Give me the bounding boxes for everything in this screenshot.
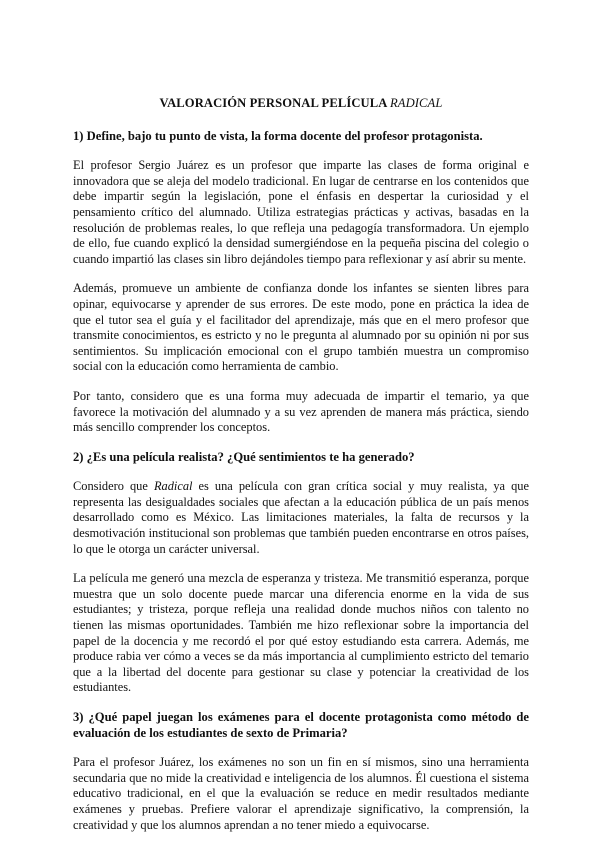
answer-1-paragraph-1: El profesor Sergio Juárez es un profesor que imparte las clases de forma original e innovadora que se aleja del modelo tradicional. En lugar de centrarse en los contenidos que debe impartir según la legislación, pone el énfasis en despertar la curiosidad y el pensamiento crítico del alumnado. Utiliza estrategias prácticas y activas, basadas en la resolución de problemas reales, lo que refleja una pedagogía transformadora. Un ejemplo de ello, fue cuando explicó la densidad sumergiéndose en la pequeña piscina del colegio o cuando impartió las clases sin libro dejándoles tiempo para reflexionar y así abrir su mente. — [73, 158, 529, 266]
question-2-heading: 2) ¿Es una película realista? ¿Qué sentimientos te ha generado? — [73, 449, 415, 464]
answer-2-p1-start: Considero que — [73, 479, 154, 494]
question-3-heading: 3) ¿Qué papel juegan los exámenes para el docente protagonista como método de evaluación de los estudiantes de sexto de Primaria? — [73, 710, 529, 740]
answer-2-paragraph-2: La película me generó una mezcla de esperanza y tristeza. Me transmitió esperanza, porque muestra que un solo docente puede marcar una diferencia enorme en la vida de sus estudiantes; y tristeza, porque refleja una realidad donde muchos niños con talento no tienen las mismas oportunidades. También me hizo reflexionar sobre la importancia del papel de la docencia y me recordó el por qué estoy estudiando esta carrera. Además, me produce rabia ver cómo a veces se da más importancia al cumplimiento estricto del temario que a la libertad del docente para gestionar su clase y potenciar la creatividad de los estudiantes. — [73, 571, 529, 695]
title-film-name: RADICAL — [389, 96, 443, 110]
document-title — [73, 96, 529, 112]
question-1-heading: 1) Define, bajo tu punto de vista, la forma docente del profesor protagonista. — [73, 128, 483, 143]
answer-2-p1-rest: es una película con gran crítica social y muy realista, ya que representa las desigualdades sociales que afectan a la educación pública de un país menos desarrollado como es México. Las limitaciones materiales, la falta de recursos y la desmotivación institucional son problemas que también pueden encontrarse en otros países, lo que le otorga un carácter universal. — [73, 479, 529, 556]
title-text: VALORACIÓN PERSONAL PELÍCULA — [159, 96, 390, 110]
answer-2-paragraph-1 — [73, 479, 529, 557]
answer-1-paragraph-2: Además, promueve un ambiente de confianza donde los infantes se sienten libres para opinar, equivocarse y aprender de sus errores. De este modo, pone en práctica la idea de que el tutor sea el guía y el facilitador del aprendizaje, más que en el mero profesor que transmite conocimientos, es estricto y no le pregunta al alumnado por su opinión ni por sus sentimientos. Su implicación emocional con el grupo también muestra un compromiso social con la educación como herramienta de cambio. — [73, 281, 529, 374]
answer-1-paragraph-3: Por tanto, considero que es una forma muy adecuada de impartir el temario, ya que favorece la motivación del alumnado y a su vez aprenden de manera más práctica, siendo más sencillo comprender los conceptos. — [73, 388, 529, 435]
answer-3-paragraph-1: Para el profesor Juárez, los exámenes no son un fin en sí mismos, sino una herramienta secundaria que no mide la creatividad e inteligencia de los alumnos. Él cuestiona el sistema educativo tradicional, en el que la evaluación se reduce en medir resultados mediante exámenes y pruebas. Prefiere valorar el aprendizaje significativo, la comprensión, la creatividad y que los alumnos aprendan a no tener miedo a equivocarse. — [73, 755, 529, 832]
answer-2-p1-film-name: Radical — [153, 479, 193, 494]
